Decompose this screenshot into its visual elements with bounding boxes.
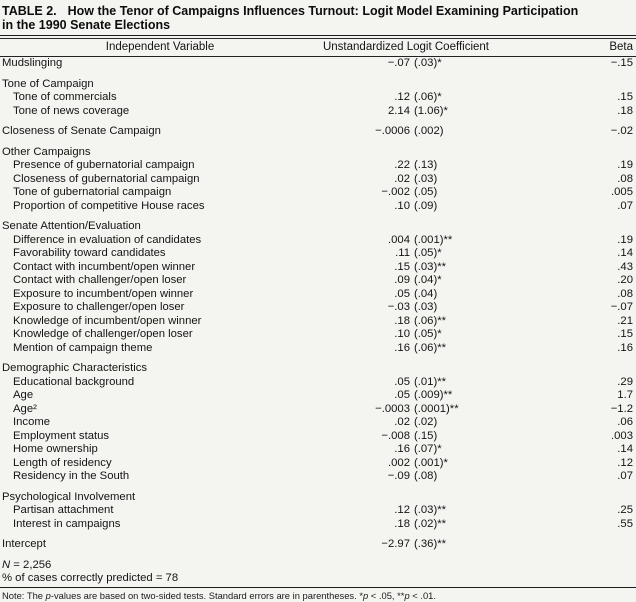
coefficient-value: −.002: [381, 186, 410, 198]
section-gap: [0, 552, 636, 559]
standard-error: (.06)**: [414, 341, 447, 354]
table-row: [0, 315, 636, 329]
standard-error: (.03)**: [414, 504, 447, 516]
table-row: [0, 159, 636, 173]
table-row: [0, 288, 636, 302]
beta-value: .14: [617, 443, 633, 455]
coefficient-value: .05: [394, 375, 410, 388]
table-row: [0, 274, 636, 288]
standard-error: (.02): [414, 416, 438, 428]
standard-error: (.03)**: [414, 260, 447, 273]
standard-error: (.06)**: [414, 314, 447, 327]
table-row: [0, 504, 636, 518]
row-label: Exposure to incumbent/open winner: [13, 287, 194, 300]
row-label: Educational background: [13, 375, 135, 388]
coefficient-value: .004: [388, 233, 410, 246]
standard-error: (.05): [414, 186, 438, 198]
standard-error: (.03): [414, 172, 438, 185]
beta-value: .08: [617, 172, 633, 185]
beta-value: .003: [611, 429, 633, 442]
text-segment: < .01.: [409, 589, 436, 601]
standard-error: (.0001)**: [414, 402, 459, 415]
text-segment: p: [362, 589, 369, 601]
coefficient-value: .18: [394, 517, 410, 530]
beta-value: .18: [617, 104, 633, 117]
table-body: [0, 57, 636, 552]
row-label: Demographic Characteristics: [2, 362, 148, 374]
beta-value: −.07: [610, 301, 633, 313]
table-row: [0, 247, 636, 261]
coefficient-value: −.0003: [375, 402, 410, 415]
row-label: Difference in evaluation of candidates: [13, 233, 202, 246]
coefficient-value: −2.97: [381, 538, 410, 550]
row-label: Mention of campaign theme: [13, 341, 153, 354]
standard-error: (.04): [414, 287, 438, 300]
section-gap: [0, 118, 636, 125]
stats-line: [0, 572, 636, 586]
standard-error: (.001)*: [414, 456, 448, 469]
table-row: [0, 125, 636, 139]
row-label: Residency in the South: [13, 470, 130, 482]
text-segment: < .05, **: [368, 589, 405, 601]
section-gap: [0, 71, 636, 78]
coefficient-value: .05: [394, 287, 410, 300]
text-segment: N: [2, 558, 11, 571]
standard-error: (.001)**: [414, 233, 453, 246]
table-row: [0, 457, 636, 471]
row-label: Tone of commercials: [13, 91, 117, 103]
standard-error: (.13): [414, 159, 438, 171]
standard-error: (.02)**: [414, 517, 447, 530]
text-segment: Note: The: [2, 589, 46, 601]
beta-value: .15: [617, 91, 633, 103]
row-label: Employment status: [13, 429, 110, 442]
row-label: Age²: [13, 402, 37, 415]
table-row: [0, 430, 636, 444]
coefficient-value: .15: [394, 260, 410, 273]
table-title-text: How the Tenor of Campaigns Influences Turnout: Logit Model Examining Participation: [67, 4, 579, 18]
beta-value: .19: [617, 159, 633, 171]
coefficient-value: .05: [394, 389, 410, 401]
row-label: Tone of Campaign: [2, 77, 94, 90]
coefficient-value: .22: [394, 159, 410, 171]
row-label: Contact with challenger/open loser: [13, 274, 187, 286]
standard-error: (.36)**: [414, 538, 447, 550]
standard-error: (.03)*: [414, 57, 442, 69]
standard-error: (.03): [414, 301, 438, 313]
beta-value: .21: [617, 314, 633, 327]
standard-error: (.009)**: [414, 389, 453, 401]
beta-value: .29: [617, 375, 633, 388]
table-row: [0, 389, 636, 403]
row-label: Partisan attachment: [13, 504, 114, 516]
table-row: [0, 376, 636, 390]
coefficient-value: .18: [394, 314, 410, 327]
row-label: Exposure to challenger/open loser: [13, 301, 185, 313]
text-segment: -values are based on two-sided tests. Standard errors are in parentheses. *: [50, 589, 363, 601]
section-gap: [0, 484, 636, 491]
table-row: [0, 57, 636, 71]
standard-error: (.09): [414, 199, 438, 212]
beta-value: .43: [617, 260, 633, 273]
row-label: Knowledge of challenger/open loser: [13, 328, 193, 340]
row-label: Income: [13, 416, 51, 428]
text-segment: p: [404, 589, 410, 601]
beta-value: .19: [617, 233, 633, 246]
beta-value: .08: [617, 287, 633, 300]
beta-value: .07: [617, 199, 633, 212]
table-row: [0, 234, 636, 248]
table-row: [0, 91, 636, 105]
standard-error: (.05)*: [414, 328, 442, 340]
row-label: Contact with incumbent/open winner: [13, 260, 196, 273]
standard-error: (.06)*: [414, 91, 442, 103]
coefficient-value: .16: [394, 443, 410, 455]
table-row: [0, 200, 636, 214]
row-label: Proportion of competitive House races: [13, 199, 205, 212]
column-header-coefficient: Unstandardized Logit Coefficient: [322, 41, 489, 53]
section-gap: [0, 355, 636, 362]
standard-error: (.08): [414, 470, 438, 482]
coefficient-value: −.008: [381, 429, 410, 442]
table-row: [0, 538, 636, 552]
coefficient-value: .02: [394, 172, 410, 185]
table-row: [0, 443, 636, 457]
beta-value: −.02: [610, 125, 633, 137]
table-row: [0, 105, 636, 119]
coefficient-value: .12: [394, 504, 410, 516]
coefficient-value: .09: [394, 274, 410, 286]
table-number: TABLE 2.: [2, 4, 57, 18]
row-label: Presence of gubernatorial campaign: [13, 159, 195, 171]
group-header-row: [0, 146, 636, 160]
group-header-row: [0, 220, 636, 234]
coefficient-value: −.03: [387, 301, 410, 313]
standard-error: (.04)*: [414, 274, 442, 286]
row-label: Mudslinging: [2, 57, 63, 69]
beta-value: .55: [617, 517, 633, 530]
section-gap: [0, 213, 636, 220]
table-title-line1: [2, 4, 634, 18]
standard-error: (.07)*: [414, 443, 442, 455]
row-label: Other Campaigns: [2, 145, 91, 158]
coefficient-value: .12: [394, 91, 410, 103]
text-segment: p: [45, 589, 51, 601]
standard-error: (.01)**: [414, 375, 447, 388]
table-row: [0, 403, 636, 417]
coefficient-value: .16: [394, 341, 410, 354]
coefficient-value: −.09: [387, 470, 410, 482]
coefficient-value: .02: [394, 416, 410, 428]
stats-line: [0, 559, 636, 573]
table-title: [0, 0, 636, 32]
beta-value: .07: [617, 470, 633, 482]
beta-value: .14: [617, 247, 633, 259]
row-label: Tone of news coverage: [13, 104, 130, 117]
beta-value: .005: [611, 186, 633, 198]
beta-value: .16: [617, 341, 633, 354]
row-label: Tone of gubernatorial campaign: [13, 186, 172, 198]
column-header-row: [0, 39, 636, 56]
beta-value: .06: [617, 416, 633, 428]
beta-value: .20: [617, 274, 633, 286]
row-label: Closeness of Senate Campaign: [2, 125, 161, 137]
beta-value: .15: [617, 328, 633, 340]
table-note: [0, 588, 636, 602]
table-row: [0, 342, 636, 356]
section-gap: [0, 531, 636, 538]
coefficient-value: .10: [394, 328, 410, 340]
column-header-beta: Beta: [609, 41, 633, 53]
coefficient-value: 2.14: [388, 104, 410, 117]
text-segment: % of cases correctly predicted = 78: [2, 572, 179, 584]
beta-value: .25: [617, 504, 633, 516]
row-label: Interest in campaigns: [13, 517, 121, 530]
coefficient-value: .10: [394, 199, 410, 212]
coefficient-value: −.07: [387, 57, 410, 69]
group-header-row: [0, 78, 636, 92]
table-row: [0, 261, 636, 275]
table-row: [0, 301, 636, 315]
coefficient-value: .002: [388, 456, 410, 469]
group-header-row: [0, 362, 636, 376]
row-label: Length of residency: [13, 456, 112, 469]
group-header-row: [0, 491, 636, 505]
row-label: Favorability toward candidates: [13, 247, 166, 259]
standard-error: (.05)*: [414, 247, 442, 259]
section-gap: [0, 139, 636, 146]
table-row: [0, 328, 636, 342]
row-label: Knowledge of incumbent/open winner: [13, 314, 202, 327]
row-label: Age: [13, 389, 34, 401]
column-header-variable: Independent Variable: [105, 41, 215, 53]
row-label: Intercept: [2, 538, 46, 550]
model-stats: [0, 559, 636, 586]
standard-error: (.002): [414, 125, 444, 137]
coefficient-value: .11: [395, 247, 410, 259]
standard-error: (.15): [414, 429, 438, 442]
table-title-line2: in the 1990 Senate Elections: [2, 18, 171, 32]
row-label: Home ownership: [13, 443, 98, 455]
row-label: Psychological Involvement: [2, 490, 136, 503]
table-row: [0, 518, 636, 532]
row-label: Closeness of gubernatorial campaign: [13, 172, 200, 185]
table-row: [0, 186, 636, 200]
table-row: [0, 173, 636, 187]
beta-value: .12: [617, 456, 633, 469]
beta-value: −.15: [610, 57, 633, 69]
table-row: [0, 416, 636, 430]
coefficient-value: −.0006: [375, 125, 410, 137]
beta-value: −1.2: [610, 402, 633, 415]
beta-value: 1.7: [617, 389, 633, 401]
table-row: [0, 470, 636, 484]
standard-error: (1.06)*: [414, 104, 448, 117]
row-label: Senate Attention/Evaluation: [2, 220, 141, 232]
text-segment: = 2,256: [10, 558, 52, 571]
